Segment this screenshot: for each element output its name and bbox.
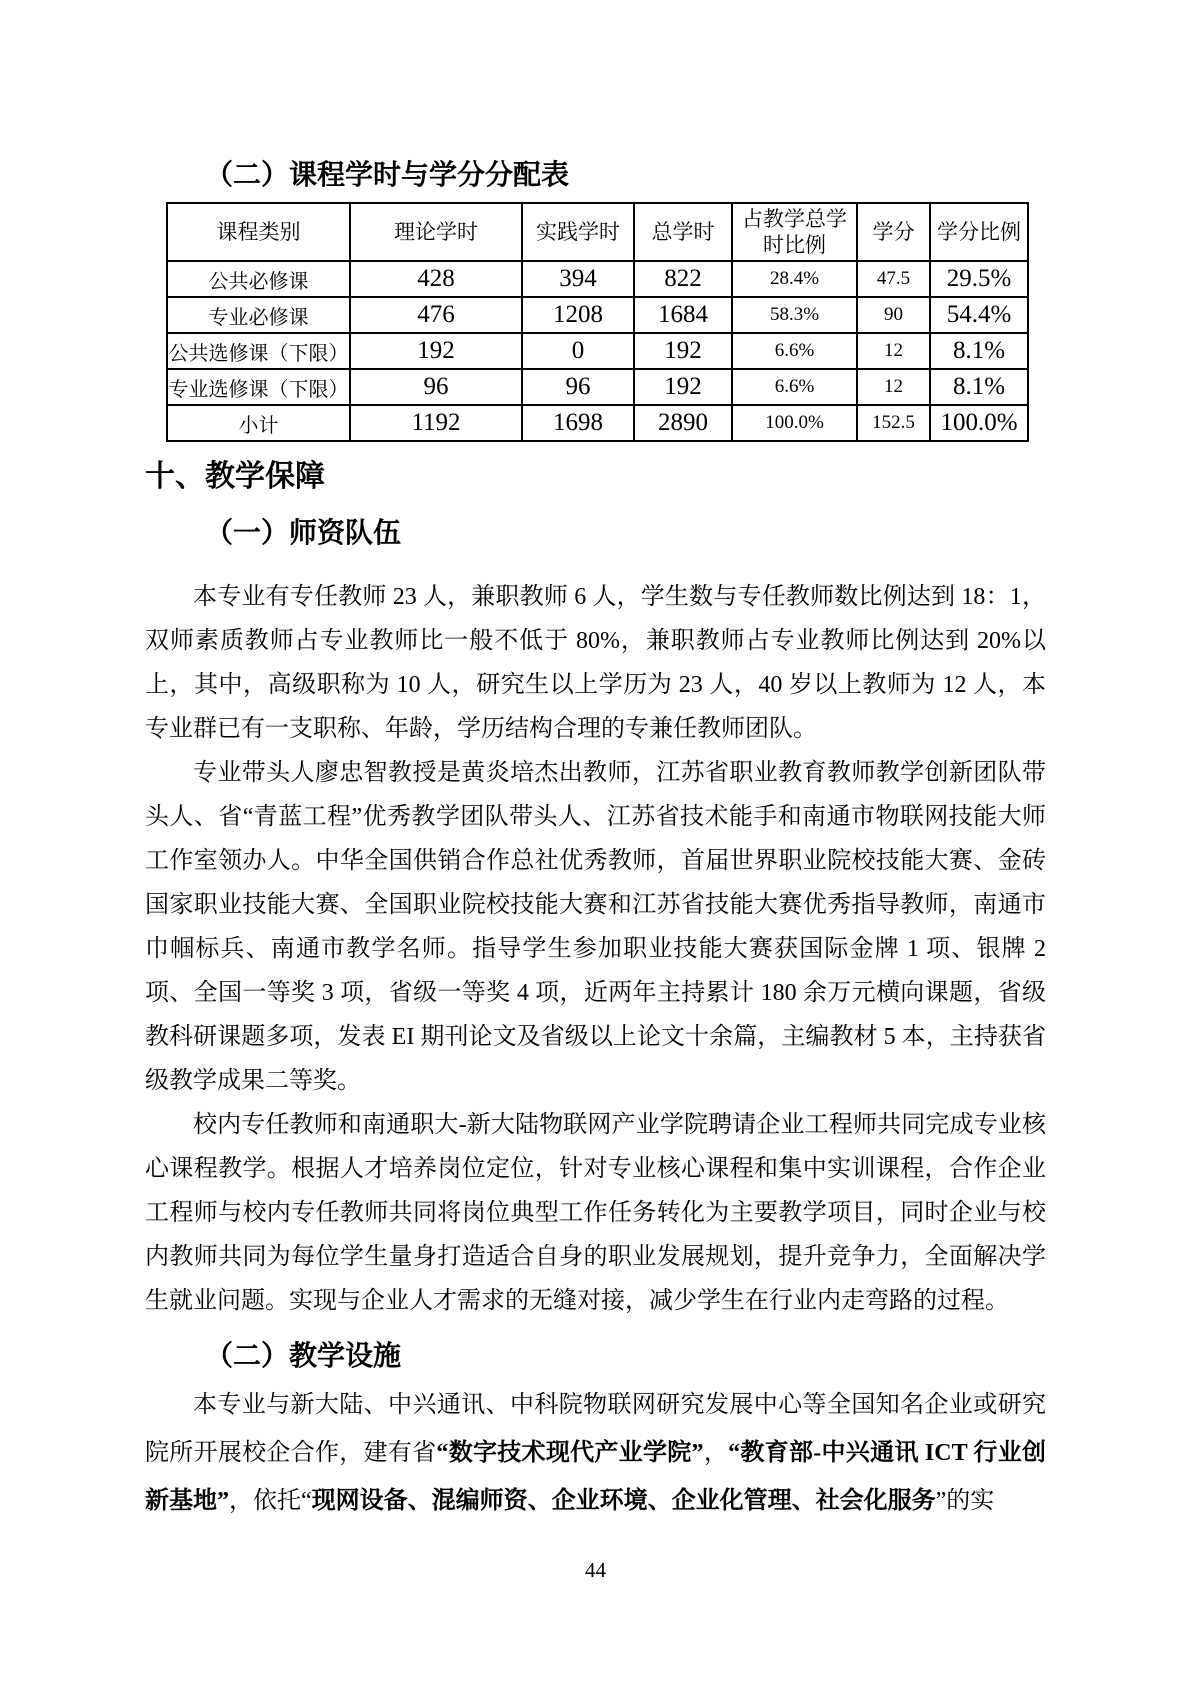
paragraph-facilities	[145, 1381, 1046, 1525]
table-cell: 8.1%	[930, 369, 1028, 405]
table-cell: 394	[522, 261, 634, 297]
table-cell: 6.6%	[732, 333, 857, 369]
facilities-bold-segment: “数字技术现代产业学院”	[436, 1440, 704, 1466]
table-cell: 96	[522, 369, 634, 405]
table-header-cell: 课程类别	[167, 203, 350, 261]
table-cell: 公共必修课	[167, 261, 350, 297]
table-row	[167, 369, 1028, 405]
course-hours-credits-table	[166, 202, 1029, 442]
paragraph-enterprise-engineers: 校内专任教师和南通职大-新大陆物联网产业学院聘请企业工程师共同完成专业核心课程教学。根据人才培养岗位定位，针对专业核心课程和集中实训课程，合作企业工程师与校内专任教师共同将岗位典型工作任务转化为主要教学项目，同时企业与校内教师共同为每位学生量身打造适合自身的职业发展规划，提升竞争力，全面解决学生就业问题。实现与企业人才需求的无缝对接，减少学生在行业内走弯路的过程。	[145, 1112, 1046, 1314]
table-header-row	[167, 203, 1028, 261]
table-header-cell: 理论学时	[350, 203, 522, 261]
table-cell: 1698	[522, 405, 634, 441]
table-cell: 0	[522, 333, 634, 369]
page-number: 44	[585, 1558, 606, 1582]
facilities-text-segment: ”的实	[935, 1488, 995, 1514]
table-cell: 54.4%	[930, 297, 1028, 333]
table-row	[167, 333, 1028, 369]
facilities-bold-segment: 现网设备、混编师资、企业环境、企业化管理、社会化服务	[311, 1488, 936, 1514]
table-header-cell: 学分比例	[930, 203, 1028, 261]
facilities-text-segment: ，依托“	[229, 1488, 312, 1514]
table-header-cell: 实践学时	[522, 203, 634, 261]
table-cell: 822	[634, 261, 732, 297]
table-cell: 12	[857, 369, 930, 405]
facilities-bold-segment: “教育部-中兴通讯 ICT 行业创新基地”	[145, 1440, 1047, 1514]
table-cell: 96	[350, 369, 522, 405]
table-cell: 192	[634, 333, 732, 369]
table-cell: 29.5%	[930, 261, 1028, 297]
facilities-text-segment: ，	[703, 1440, 729, 1466]
paragraph-faculty-overview: 本专业有专任教师 23 人，兼职教师 6 人，学生数与专任教师数比例达到 18：1，双师素质教师占专业教师比一般不低于 80%，兼职教师占专业教师比例达到 20%以上，其中，高级职称为 10 人，研究生以上学历为 23 人，40 岁以上教师为 12 人，本专业群已有一支职称、年龄，学历结构合理的专兼任教师团队。	[145, 584, 1046, 742]
table-header-cell: 总学时	[634, 203, 732, 261]
table-cell: 专业选修课（下限）	[167, 369, 350, 405]
heading-teaching-facilities: （二）教学设施	[205, 1340, 402, 1371]
table-cell: 428	[350, 261, 522, 297]
table-cell: 47.5	[857, 261, 930, 297]
table-cell: 6.6%	[732, 369, 857, 405]
table-cell: 专业必修课	[167, 297, 350, 333]
table-cell: 小计	[167, 405, 350, 441]
table-cell: 1208	[522, 297, 634, 333]
table-cell: 12	[857, 333, 930, 369]
table-cell: 100.0%	[930, 405, 1028, 441]
table-header-cell: 占教学总学时比例	[732, 203, 857, 261]
heading-section-10: 十、教学保障	[145, 460, 325, 493]
table-header-cell: 学分	[857, 203, 930, 261]
table-cell: 1192	[350, 405, 522, 441]
table-cell: 90	[857, 297, 930, 333]
table-row	[167, 261, 1028, 297]
table-cell: 476	[350, 297, 522, 333]
paragraph-leader-profile: 专业带头人廖忠智教授是黄炎培杰出教师，江苏省职业教育教师教学创新团队带头人、省“青蓝工程”优秀教学团队带头人、江苏省技术能手和南通市物联网技能大师工作室领办人。中华全国供销合作总社优秀教师，首届世界职业院校技能大赛、金砖国家职业技能大赛、全国职业院校技能大赛和江苏省技能大赛优秀指导教师，南通市巾帼标兵、南通市教学名师。指导学生参加职业技能大赛获国际金牌 1 项、银牌 2 项、全国一等奖 3 项，省级一等奖 4 项，近两年主持累计 180 余万元横向课题，省级教科研课题多项，发表 EI 期刊论文及省级以上论文十余篇，主编教材 5 本，主持获省级教学成果二等奖。	[145, 760, 1046, 1094]
table-cell: 8.1%	[930, 333, 1028, 369]
table-cell: 100.0%	[732, 405, 857, 441]
table-cell: 公共选修课（下限）	[167, 333, 350, 369]
table-cell: 192	[350, 333, 522, 369]
heading-faculty-team: （一）师资队伍	[205, 517, 402, 548]
table-row	[167, 297, 1028, 333]
heading-course-hours-table: （二）课程学时与学分分配表	[205, 159, 570, 190]
table-row	[167, 405, 1028, 441]
facilities-text-segment: 本专业与新大陆、中兴通讯、中科院物联网研究发展中心等全国知名企业或研究院所开展校企合作，建有省	[145, 1392, 1046, 1466]
table-cell: 192	[634, 369, 732, 405]
table-cell: 58.3%	[732, 297, 857, 333]
table-cell: 1684	[634, 297, 732, 333]
table-cell: 28.4%	[732, 261, 857, 297]
table-cell: 2890	[634, 405, 732, 441]
table-cell: 152.5	[857, 405, 930, 441]
